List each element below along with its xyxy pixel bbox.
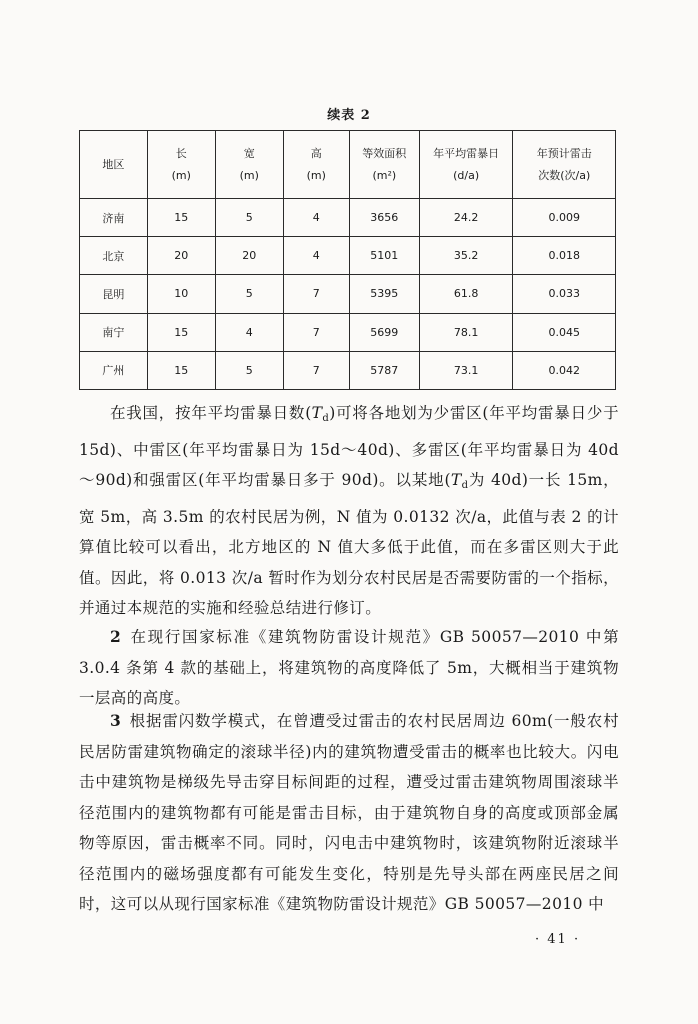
cell-strike-count: 0.009	[513, 199, 616, 237]
header-equivalent-area: 等效面积 (m²)	[349, 131, 419, 199]
cell-strike-count: 0.018	[513, 237, 616, 275]
cell-region: 广州	[80, 351, 148, 389]
cell-thunder-days: 73.1	[419, 351, 513, 389]
table-caption: 续表 2	[327, 108, 371, 123]
cell-height: 4	[283, 237, 349, 275]
cell-width: 5	[215, 199, 283, 237]
cell-strike-count: 0.042	[513, 351, 616, 389]
cell-area: 5787	[349, 351, 419, 389]
cell-thunder-days: 78.1	[419, 313, 513, 351]
header-height: 高 (m)	[283, 131, 349, 199]
cell-length: 15	[147, 199, 215, 237]
cell-length: 15	[147, 351, 215, 389]
paragraph-item-2: 2 在现行国家标准《建筑物防雷设计规范》GB 50057—2010 中第 3.0.4 条第 4 款的基础上，将建筑物的高度降低了 5m，大概相当于建筑物一层高的高度。	[79, 627, 619, 707]
table-row	[80, 351, 616, 389]
cell-height: 7	[283, 275, 349, 313]
cell-width: 5	[215, 275, 283, 313]
table-row	[80, 313, 616, 351]
cell-width: 4	[215, 313, 283, 351]
paragraph-lightning-zones: 在我国，按年平均雷暴日数$(T_d)$可将各地划为少雷区(年平均雷暴日少于 15d)、中雷区(年平均雷暴日为 15d～40d)、多雷区(年平均雷暴日为 40d～90d)和强雷区(年平均雷暴日多于 90d)。以某地($T_d$为 40d)一长 15m，宽 5m，高 3.5m 的农村民居为例，N 值为 0.0132 次/a，此值与表 2 的计算值比较可以看出，北方地区的 N 值大多低于此值，而在多雷区则大于此值。因此，将 0.013 次/a 暂时作为划分农村民居是否需要防雷的一个指标，并通过本规范的实施和经验总结进行修订。	[79, 404, 620, 617]
table-row	[80, 199, 616, 237]
item-number: 2	[110, 627, 122, 646]
header-region: 地区	[80, 131, 148, 199]
paragraph-item-3: 3 根据雷闪数学模式，在曾遭受过雷击的农村民居周边 60m(一般农村民居防雷建筑物确定的滚球半径)内的建筑物遭受雷击的概率也比较大。闪电击中建筑物是梯级先导击穿目标间距的过程，遭受过雷击建筑物周围滚球半径范围内的建筑物都有可能是雷击目标，由于建筑物自身的高度或顶部金属物等原因，雷击概率不同。同时，闪电击中建筑物时，该建筑物附近滚球半径范围内的磁场强度都有可能发生变化，特别是先导头部在两座民居之间时，这可以从现行国家标准《建筑物防雷设计规范》GB 50057—2010 中	[79, 711, 619, 913]
cell-region: 济南	[80, 199, 148, 237]
cell-region: 昆明	[80, 275, 148, 313]
cell-strike-count: 0.045	[513, 313, 616, 351]
cell-thunder-days: 24.2	[419, 199, 513, 237]
item-number: 3	[110, 711, 122, 730]
header-width: 宽 (m)	[215, 131, 283, 199]
header-thunderstorm-days: 年平均雷暴日 (d/a)	[419, 131, 513, 199]
cell-area: 5101	[349, 237, 419, 275]
cell-width: 20	[215, 237, 283, 275]
page-number: · 41 ·	[535, 932, 581, 947]
cell-strike-count: 0.033	[513, 275, 616, 313]
lightning-data-table	[79, 130, 616, 390]
table-row	[80, 237, 616, 275]
table-header-row	[80, 131, 616, 199]
cell-height: 7	[283, 351, 349, 389]
cell-height: 4	[283, 199, 349, 237]
cell-thunder-days: 35.2	[419, 237, 513, 275]
cell-region: 北京	[80, 237, 148, 275]
cell-area: 3656	[349, 199, 419, 237]
cell-height: 7	[283, 313, 349, 351]
table-row	[80, 275, 616, 313]
cell-width: 5	[215, 351, 283, 389]
cell-area: 5395	[349, 275, 419, 313]
cell-length: 20	[147, 237, 215, 275]
cell-length: 10	[147, 275, 215, 313]
header-strike-count: 年预计雷击 次数(次/a)	[513, 131, 616, 199]
cell-region: 南宁	[80, 313, 148, 351]
cell-length: 15	[147, 313, 215, 351]
cell-area: 5699	[349, 313, 419, 351]
header-length: 长 (m)	[147, 131, 215, 199]
cell-thunder-days: 61.8	[419, 275, 513, 313]
